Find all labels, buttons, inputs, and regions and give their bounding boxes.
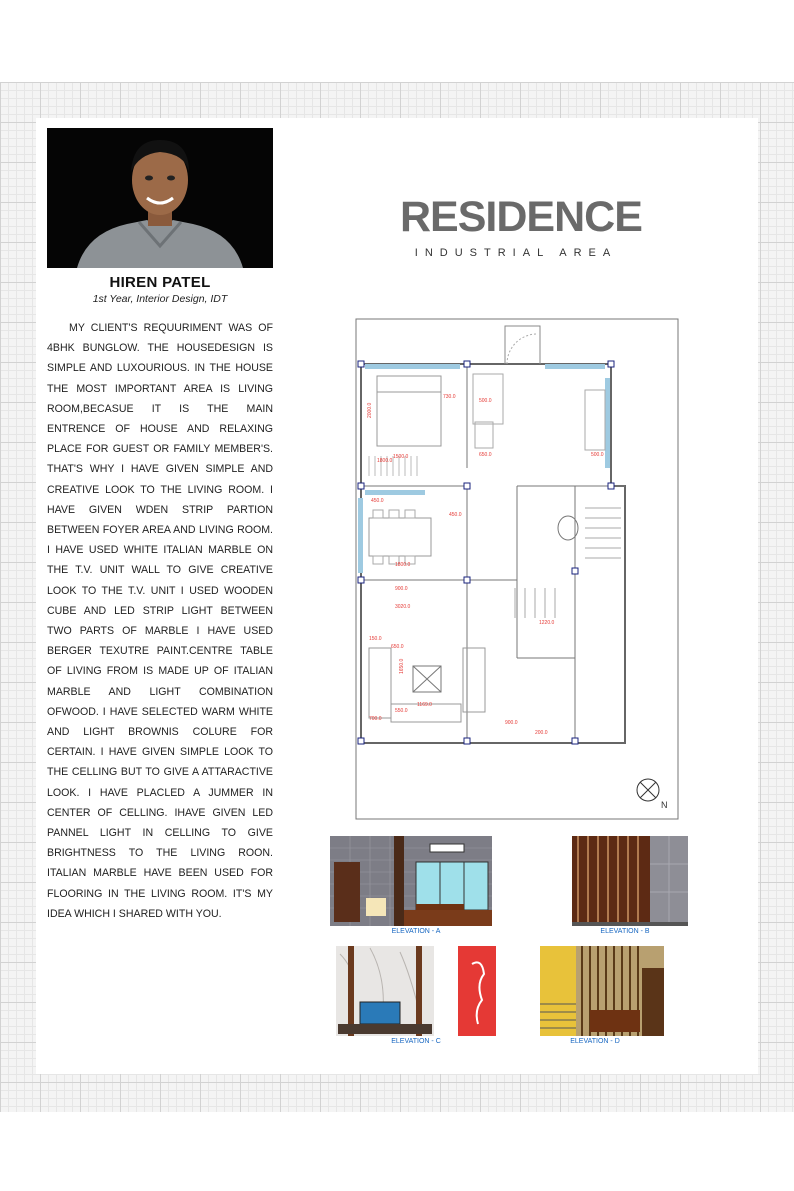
svg-text:450.0: 450.0 <box>371 498 384 504</box>
svg-text:730.0: 730.0 <box>443 394 456 400</box>
elevation-c-label: ELEVATION - C <box>391 1038 441 1045</box>
elevation-a-label: ELEVATION - A <box>391 928 441 935</box>
svg-text:900.0: 900.0 <box>505 720 518 726</box>
elevation-a <box>300 834 532 938</box>
svg-text:2000.0: 2000.0 <box>367 402 373 418</box>
svg-text:900.0: 900.0 <box>395 586 408 592</box>
designer-photo <box>47 128 273 268</box>
svg-text:700.0: 700.0 <box>369 716 382 722</box>
svg-text:3020.0: 3020.0 <box>395 604 411 610</box>
elevation-b <box>560 834 750 938</box>
floor-plan <box>355 318 679 820</box>
svg-text:1800.0: 1800.0 <box>377 458 393 464</box>
svg-text:1169.0: 1169.0 <box>417 702 432 708</box>
portrait-illustration <box>47 128 273 268</box>
elevation-d <box>530 944 750 1048</box>
svg-text:450.0: 450.0 <box>449 512 462 518</box>
svg-text:650.0: 650.0 <box>479 452 492 458</box>
svg-text:200.0: 200.0 <box>535 730 548 736</box>
svg-text:1650.0: 1650.0 <box>399 658 405 674</box>
designer-name: HIREN PATEL <box>109 274 211 291</box>
compass-label: N <box>661 800 668 810</box>
svg-text:650.0: 650.0 <box>391 644 404 650</box>
project-title: RESIDENCE <box>400 193 642 241</box>
elevation-b-label: ELEVATION - B <box>600 928 650 935</box>
project-description: MY CLIENT'S REQUURIMENT WAS OF 4BHK BUNGLOW. THE HOUSEDESIGN IS SIMPLE AND LUXOURIOUS. IN THE HOUSE THE MOST IMPORTANT AREA IS LIVING ROOM,BECASUE IT IS THE MAIN ENTRENCE OF HOUSE AND RELAXING PLACE FOR GUEST OR FAMILY MEMBER'S. THAT'S WHY I HAVE GIVEN SIMPLE AND CREATIVE LOOK TO THE LIVING ROOM. I HAVE GIVEN WDEN STRIP PARTION BETWEEN FOYER AREA AND LIVING ROOM. I HAVE USED WHITE ITALIAN MARBLE ON THE T.V. UNIT WALL TO GIVE CREATIVE LOOK TO THE T.V. UNIT I USED WOODEN CUBE AND LED STRIP LIGHT BETWEEN TWO PARTS OF MARBLE I HAVE USED BERGER TEXUTRE PAINT.CENTRE TABLE OF LIVING FROM IS MADE UP OF ITALIAN MARBLE AND LIGHT COMBINATION OFWOOD. I HAVE SELECTED WARM WHITE AND LIGHT BROWNIS COLURE FOR CERTAIN. I HAVE GIVEN SIMPLE LOOK TO THE CELLING BUT TO GIVE A ATTARACTIVE LOOK. I HAVE PLACLED A JUMMER IN CENTER OF CELLING. IHAVE GIVEN LED PANNEL LIGHT IN CELLING TO GIVE BRIGHTNESS TO THE LIVING ROON. ITALIAN MARBLE HAVE BEEN USED FOR FLOORING IN THE LIVING ROOM. IT'S MY IDEA WHICH I SHARED WITH YOU. <box>47 322 273 920</box>
designer-role: 1st Year, Interior Design, IDT <box>92 293 228 305</box>
elevation-d-label: ELEVATION - D <box>570 1038 620 1045</box>
svg-text:150.0: 150.0 <box>369 636 382 642</box>
svg-text:500.0: 500.0 <box>479 398 492 404</box>
project-subtitle: INDUSTRIAL AREA <box>414 247 618 259</box>
svg-text:1800.0: 1800.0 <box>395 562 411 568</box>
svg-text:550.0: 550.0 <box>395 708 408 714</box>
elevation-c <box>300 944 532 1048</box>
svg-text:1500.0: 1500.0 <box>393 454 409 460</box>
svg-text:500.0: 500.0 <box>591 452 604 458</box>
svg-text:1220.0: 1220.0 <box>539 620 555 626</box>
